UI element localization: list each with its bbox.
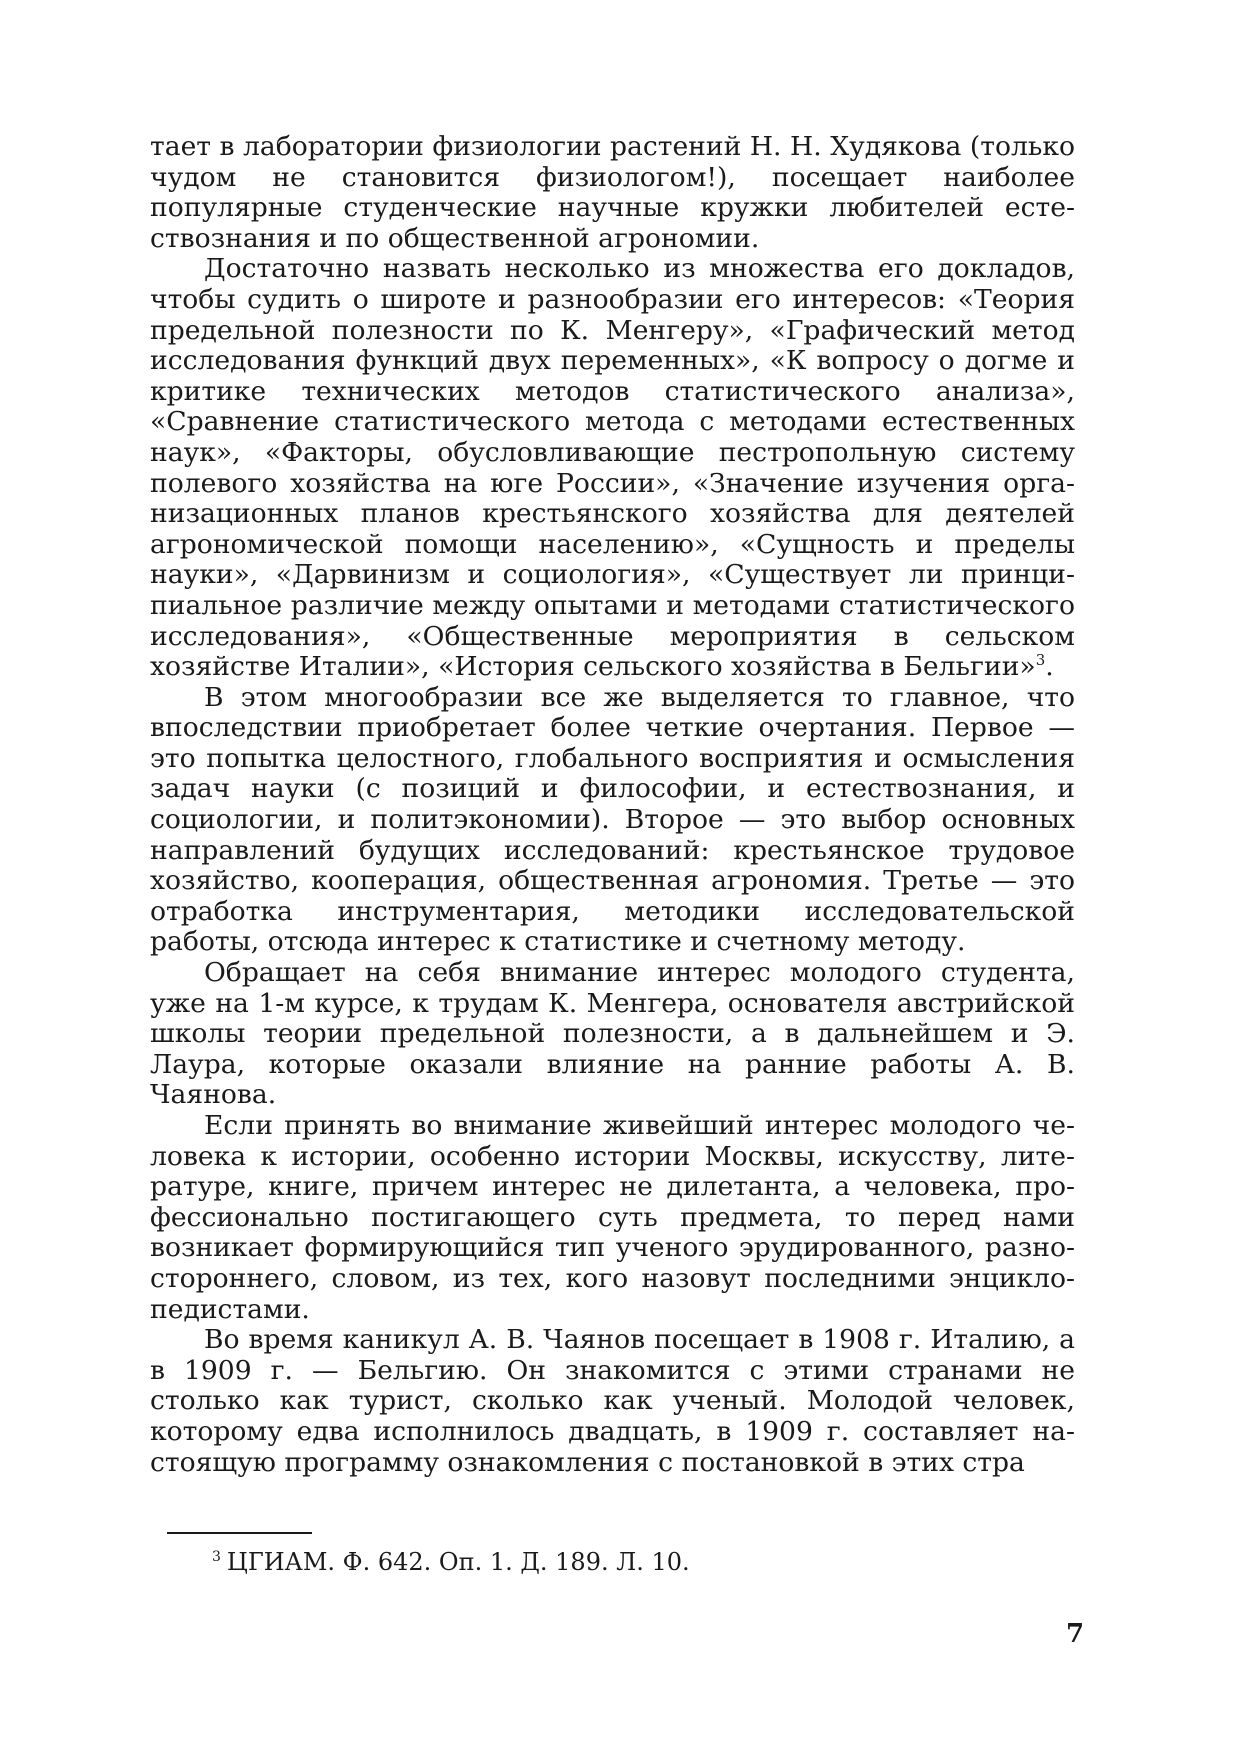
footnote-number: 3 (212, 1549, 221, 1565)
footnote-text: ЦГИАМ. Ф. 642. Оп. 1. Д. 189. Л. 10. (226, 1548, 690, 1576)
paragraph-4: Обращает на себя внимание интерес молодого студента, уже на 1-м курсе, к трудам К. Менгера, основателя австрийской школы теории предельной полезности, а в дальнейшем и Э. Лаура, которые оказали влияние на ранние работы А. В. Чаянова. (150, 957, 1075, 1111)
paragraph-2-tail: . (1045, 651, 1054, 683)
footnote-reference: 3 (1035, 651, 1046, 670)
page-number: 7 (1066, 1619, 1085, 1649)
paragraph-1: тает в лаборатории физиологии растений Н. Н. Худякова (только чудом не становится физиологом!), посещает наиболее популярные студенческие научные кружки любителей естествознания и по общественной агрономии. (150, 131, 1075, 254)
footnote-divider (167, 1532, 312, 1534)
paragraph-2 (150, 254, 1075, 682)
paragraph-3: В этом многообразии все же выделяется то главное, что впоследствии приобретает более четкие очертания. Первое — это попытка целостного, глобального восприятия и осмысления задач науки (с позиций и философии, и естествознания, и социологии, и политэкономии). Второе — это выбор основных направлений будущих исследований: крестьянское трудовое хозяйство, кооперация, общественная агрономия. Третье — это отработка инструментария, методики исследовательской работы, отсюда интерес к статистике и счетному методу. (150, 681, 1075, 958)
paragraph-5: Если принять во внимание живейший интерес молодого человека к истории, особенно истории Москвы, искусству, литературе, книге, причем интерес не дилетанта, а человека, профессионально постигающего суть предмета, то перед нами возникает формирующийся тип ученого эрудированного, разностороннего, словом, из тех, кого назовут последними энциклопедистами. (150, 1110, 1075, 1325)
footnote (212, 1548, 690, 1576)
paragraph-2-text: Достаточно назвать несколько из множества его докладов, чтобы судить о широте и разнообразии его интересов: «Теория предельной полезности по К. Менгеру», «Графический метод исследования функций двух переменных», «К вопросу о догме и критике технических методов статистического анализа», «Сравнение статистического метода с методами естественных наук», «Факторы, обусловливающие пестропольную систему полевого хозяйства на юге России», «Значение изучения организационных планов крестьянского хозяйства для деятелей агрономической помощи населению», «Сущность и пределы науки», «Дарвинизм и социология», «Существует ли принципиальное различие между опытами и методами статистического исследования», «Общественные мероприятия в сельском хозяйстве Италии», «История сельского хозяйства в Бельгии» (150, 253, 1075, 683)
paragraph-6: Во время каникул А. В. Чаянов посещает в 1908 г. Италию, а в 1909 г. — Бельгию. Он знакомится с этими странами не столько как турист, сколько как ученый. Молодой человек, которому едва исполнилось двадцать, в 1909 г. составляет настоящую программу ознакомления с постановкой в этих стра (150, 1324, 1075, 1478)
page-body (150, 132, 1075, 1478)
